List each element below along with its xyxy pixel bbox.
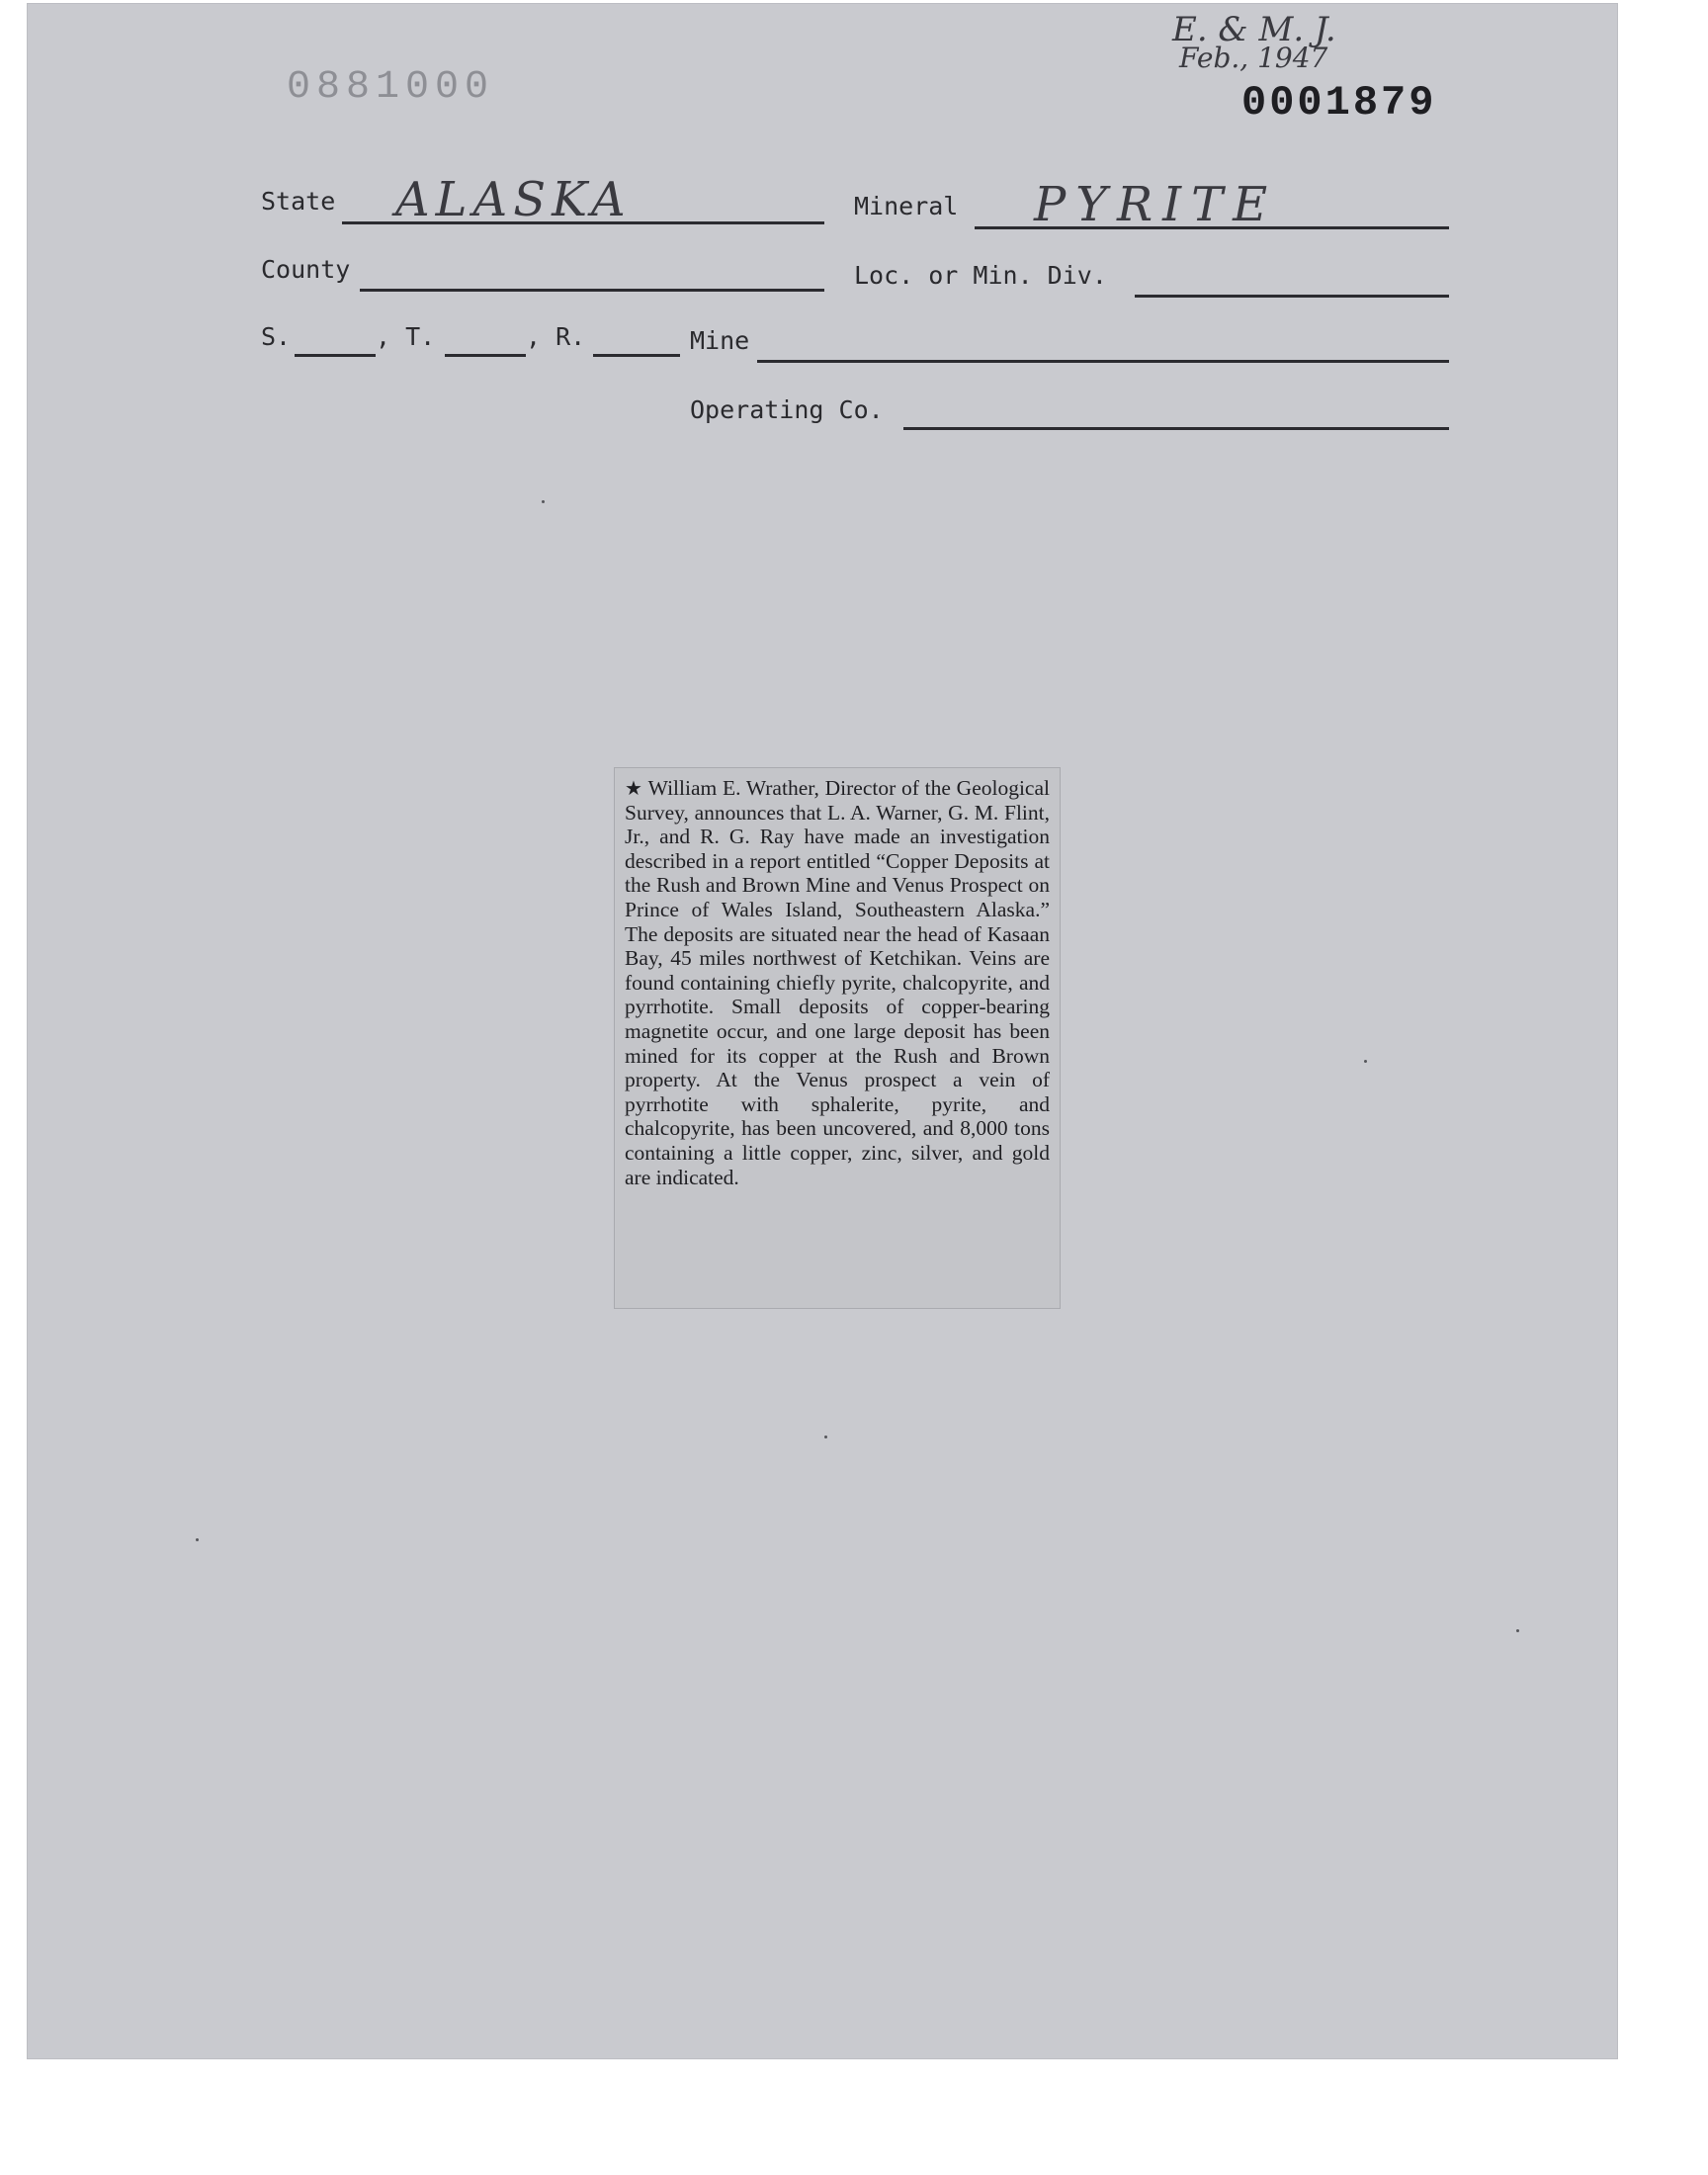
clipping-paragraph	[625, 776, 1050, 1189]
state-label: State	[261, 187, 336, 216]
township-underline	[445, 354, 526, 357]
speck	[824, 1436, 827, 1438]
newspaper-clipping	[614, 767, 1061, 1309]
county-label: County	[261, 255, 351, 284]
range-label: , R.	[526, 322, 586, 351]
clipping-text: William E. Wrather, Director of the Geological Survey, announces that L. A. Warner, G. M. Flint, Jr., and R. G. Ray have made an investigation described in a report entitled “Copper Deposits at the Rush and Brown Mine and Venus Prospect on Prince of Wales Island, Southeastern Alaska.” The deposits are situated near the head of Kasaan Bay, 45 miles northwest of Ketchikan. Veins are found containing chiefly pyrite, chalcopyrite, and pyrrhotite. Small deposits of copper-bearing magnetite occur, and one large deposit has been mined for its copper at the Rush and Brown property. At the Venus prospect a vein of pyrrhotite with sphalerite, pyrite, and chalcopyrite, has been uncovered, and 8,000 tons containing a little copper, zinc, silver, and gold are indicated.	[625, 776, 1050, 1189]
star-icon: ★	[625, 776, 643, 800]
county-underline	[360, 289, 824, 292]
handwritten-source: E. & M. J.	[1172, 10, 1336, 49]
handwritten-date: Feb., 1947	[1179, 42, 1328, 74]
loc-label: Loc. or Min. Div.	[854, 261, 1107, 290]
range-underline	[593, 354, 680, 357]
loc-underline	[1135, 295, 1449, 298]
speck	[542, 500, 545, 503]
speck	[196, 1538, 199, 1541]
faded-stamp-number: 0881000	[287, 65, 495, 110]
mine-underline	[757, 360, 1449, 363]
township-label: , T.	[376, 322, 436, 351]
operating-underline	[903, 427, 1449, 430]
speck	[1516, 1629, 1519, 1632]
state-value: ALASKA	[395, 172, 632, 227]
mine-label: Mine	[690, 326, 750, 355]
mineral-label: Mineral	[854, 192, 959, 220]
index-card	[28, 4, 1617, 2058]
operating-label: Operating Co.	[690, 395, 884, 424]
section-label: S.	[261, 322, 292, 351]
speck	[1364, 1060, 1367, 1063]
mineral-value: PYRITE	[1034, 177, 1278, 232]
section-underline	[295, 354, 376, 357]
stamp-number: 0001879	[1241, 79, 1437, 127]
